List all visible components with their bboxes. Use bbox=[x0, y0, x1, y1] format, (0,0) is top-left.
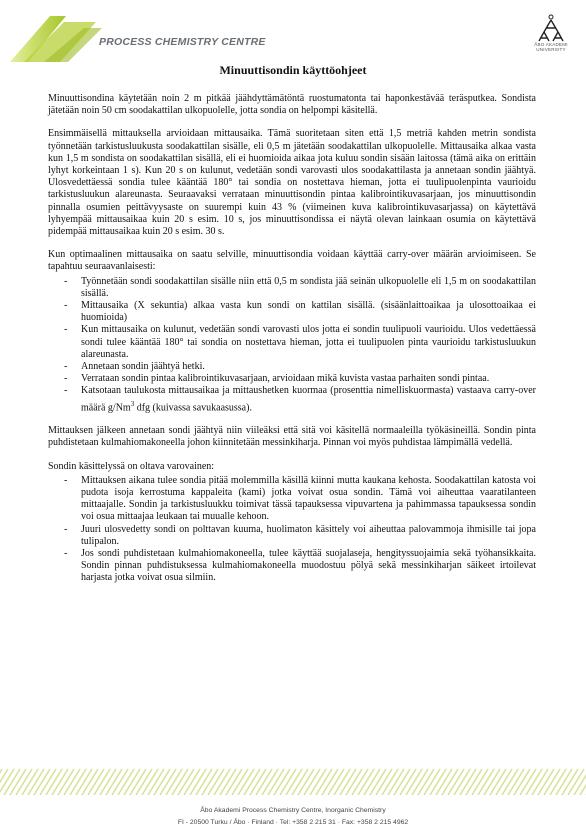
list-item: - Mittausaika (X sekuntia) alkaa vasta kun sondi on kattilan sisällä. (sisäänlaittoaikaa ja ulosottoaikaa ei huomioida) bbox=[81, 300, 536, 324]
list-item-text-end: dfg (kuivassa savukaasussa). bbox=[134, 402, 252, 413]
procedure-list bbox=[48, 276, 536, 415]
list-item: - Juuri ulosvedetty sondi on polttavan kuuma, huolimaton käsittely voi aiheuttaa palovammoja ihmisille tai jopa tulipalon. bbox=[81, 524, 536, 548]
abo-akademi-logo bbox=[528, 14, 574, 52]
list-item: - Jos sondi puhdistetaan kulmahiomakoneella, tulee käyttää suojalaseja, hengityssuojaimia sekä työhansikkaita. Sondin pinnan puhdistuksessa kulmahiomakoneella muodostuu pölyä sekä messinkiharjan säikeet irtoilevat harjasta jotka voivat osua silmiin. bbox=[81, 548, 536, 585]
list-item: - Kun mittausaika on kulunut, vedetään sondi varovasti ulos jotta ei sondin tuulipuoli vaurioidu. Ulos vedettäessä sondi tulee kääntää 180° tai sondia on nostettava hieman, jotta ei tuulipuolen pinta vaurioidu tarkistusluukun alareunasta. bbox=[81, 324, 536, 361]
safety-intro-paragraph: Sondin käsittelyssä on oltava varovainen: bbox=[48, 460, 215, 472]
list-item-text: Katsotaan taulukosta mittausaikaa ja mittaushetken kuormaa (prosenttia nimelliskuormasta) vastaava carry-over määrä g/Nm bbox=[81, 385, 536, 413]
document-body bbox=[48, 93, 536, 596]
superscript: 3 bbox=[130, 399, 135, 408]
footer-line-2: FI - 20500 Turku / Åbo · Finland · Tel: +358 2 215 31 · Fax: +358 2 215 4962 bbox=[177, 819, 409, 826]
cleaning-paragraph: Mittauksen jälkeen annetaan sondi jäähtyä niin viileäksi että sitä voi käsitellä normaaleilla työkäsineillä. Sondin pinta puhdistetaan kulmahiomakoneella johon kiinnitetään messinkiharja. Pinnan voi myös puhdistaa lämpimällä vedellä. bbox=[48, 425, 536, 449]
carry-over-intro-paragraph: Kun optimaalinen mittausaika on saatu selville, minuuttisondia voidaan käyttää carry-over määrän arvioimiseen. Se tapahtuu seuraavanlaisesti: bbox=[48, 249, 536, 273]
list-item: - Verrataan sondin pintaa kalibrointikuvasarjaan, arvioidaan mikä kuvista vastaa parhaiten sondi pintaa. bbox=[81, 373, 536, 385]
list-item: - Annetaan sondin jäähtyä hetki. bbox=[81, 361, 536, 373]
footer-stripes-icon bbox=[0, 767, 586, 797]
safety-list bbox=[48, 475, 536, 585]
list-item: - Työnnetään sondi soodakattilan sisälle niin että 0,5 m sondista jää seinän ulkopuolelle eli 1,5 m on soodakattilan sisällä. bbox=[81, 276, 536, 300]
abo-crest-icon bbox=[536, 14, 566, 42]
first-measurement-paragraph: Ensimmäisellä mittauksella arvioidaan mittausaika. Tämä suoritetaan siten että 1,5 metriä kahden metrin sondista työnnetään tarkistusluukusta soodakattilan sisälle, eli 0,5 m jätetään soodakattilan ulkopuolelle. Mittausaika alkaa vasta kun 1,5 m sondista on soodakattilan sisällä, eli ei huomioida aikaa jota kuluu sondin sisään laitossa (tämä aika on erittäin lyhyt korkeintaan 1 s). Kun 20 s on kulunut, vedetään sondi varovasti ulos soodakattilasta ja annetaan sondin jäähtyä. Ulosvedettäessä sondia tulee kääntää 180° tai sondia on nostettava hieman, jotta ei tuulipuolenpinta vaurioidu tarkistusluukun alareunasta. Seuraavaksi verrataan minuuttisondin pintaa kalibrointikuvasarjaan, jos minuuttisondin pinnalla osumien peittävyysaste on suurempi kuin 43 % (viimeinen kuva kalibrointikuvasarjassa) on käytettävä lyhyempää mittausaikaa kuin 20 s esim. 10 s, jos minuuttisondissa ei näytä olevan lainkaan osumia on käytettävä pidempää mittausaikaa kuin 20 s esim. 30 s. bbox=[48, 128, 536, 238]
list-item: - Mittauksen aikana tulee sondia pitää molemmilla käsillä kiinni mutta kaukana kehosta. Soodakattilan katosta voi pudota isoja kerrostuma kappaleita (kami) jotka voivat osua sondin. Tämä voi aiheuttaa vaaratilanteen mittaajalle. Sondin ja tarkistusluukku toimivat tässä tapauksessa vipuvartena ja pahimmassa tapauksessa sondin voi osua mittaajaa leukaan tai muualle kehoon. bbox=[81, 475, 536, 524]
pcc-logo-icon bbox=[4, 12, 104, 64]
list-item bbox=[81, 385, 536, 414]
intro-paragraph: Minuuttisondina käytetään noin 2 m pitkää jäähdyttämätöntä ruostumatonta tai haponkestävää teräsputkea. Sondista jätetään noin 50 cm soodakattilan ulkopuolelle, jotta sondia on helpompi käsitellä. bbox=[48, 93, 536, 117]
org-name: PROCESS CHEMISTRY CENTRE bbox=[99, 36, 266, 48]
page-title: Minuuttisondin käyttöohjeet bbox=[219, 63, 367, 77]
page-footer bbox=[0, 767, 586, 838]
abo-line2: UNIVERSITY bbox=[536, 47, 566, 52]
footer-line-1: Åbo Akademi Process Chemistry Centre, Inorganic Chemistry bbox=[200, 807, 386, 814]
abo-line1: ÅBO AKADEMI bbox=[534, 42, 568, 47]
